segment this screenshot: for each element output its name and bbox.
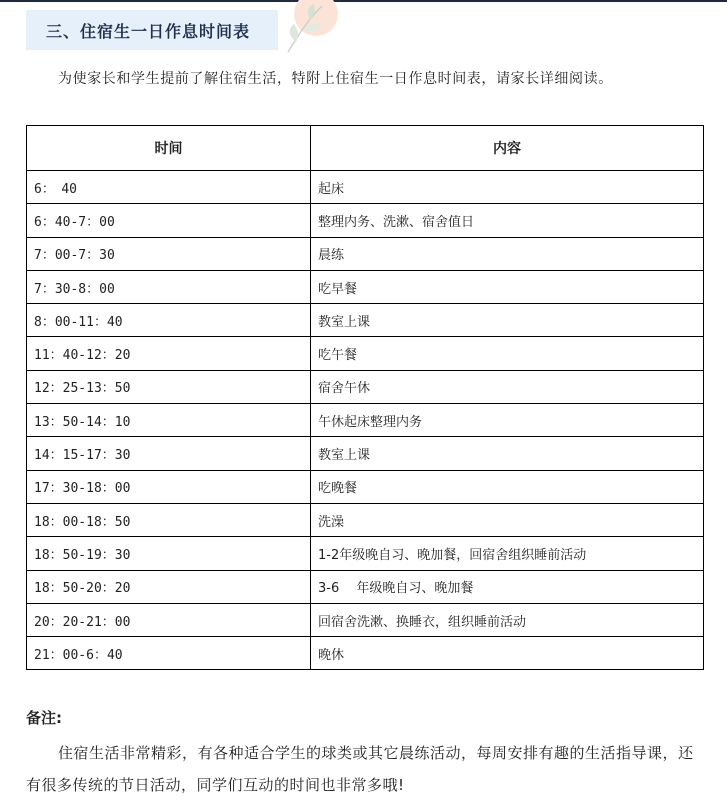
time-cell: 17：30-18：00 xyxy=(27,470,311,503)
content-cell: 回宿舍洗漱、换睡衣，组织睡前活动 xyxy=(311,603,704,636)
table-row xyxy=(27,603,704,636)
schedule-table xyxy=(26,125,704,670)
time-cell: 21：00-6：40 xyxy=(27,637,311,670)
content-cell: 3-6 年级晚自习、晚加餐 xyxy=(311,570,704,603)
section-header xyxy=(26,10,278,50)
section-title: 三、住宿生一日作息时间表 xyxy=(46,21,251,41)
content-cell: 宿舍午休 xyxy=(311,370,704,403)
content-cell: 吃晚餐 xyxy=(311,470,704,503)
content-cell: 吃午餐 xyxy=(311,337,704,370)
time-cell: 6： 40 xyxy=(27,171,311,204)
time-cell: 20：20-21：00 xyxy=(27,603,311,636)
table-row xyxy=(27,570,704,603)
time-cell: 18：50-20：20 xyxy=(27,570,311,603)
leaf-decoration-icon xyxy=(282,0,344,54)
top-divider xyxy=(0,0,727,2)
time-cell: 8：00-11：40 xyxy=(27,304,311,337)
time-cell: 13：50-14：10 xyxy=(27,404,311,437)
time-cell: 18：00-18：50 xyxy=(27,503,311,536)
remark-label: 备注: xyxy=(26,709,62,727)
content-cell: 吃早餐 xyxy=(311,270,704,303)
table-row xyxy=(27,470,704,503)
content-cell: 教室上课 xyxy=(311,304,704,337)
table-row xyxy=(27,503,704,536)
table-row xyxy=(27,437,704,470)
content-cell: 晨练 xyxy=(311,237,704,270)
table-row xyxy=(27,370,704,403)
table-row xyxy=(27,237,704,270)
header-time: 时间 xyxy=(27,126,311,171)
table-row xyxy=(27,270,704,303)
header-content: 内容 xyxy=(311,126,704,171)
time-cell: 7：00-7：30 xyxy=(27,237,311,270)
content-cell: 整理内务、洗漱、宿舍值日 xyxy=(311,204,704,237)
time-cell: 6：40-7：00 xyxy=(27,204,311,237)
table-row xyxy=(27,537,704,570)
time-cell: 7：30-8：00 xyxy=(27,270,311,303)
content-cell: 晚休 xyxy=(311,637,704,670)
content-cell: 午休起床整理内务 xyxy=(311,404,704,437)
content-cell: 洗澡 xyxy=(311,503,704,536)
time-cell: 14：15-17：30 xyxy=(27,437,311,470)
time-cell: 18：50-19：30 xyxy=(27,537,311,570)
time-cell: 11：40-12：20 xyxy=(27,337,311,370)
intro-text: 为使家长和学生提前了解住宿生活，特附上住宿生一日作息时间表，请家长详细阅读。 xyxy=(58,71,613,87)
table-row xyxy=(27,171,704,204)
content-cell: 起床 xyxy=(311,171,704,204)
time-cell: 12：25-13：50 xyxy=(27,370,311,403)
table-header-row xyxy=(27,126,704,171)
content-cell: 1-2年级晚自习、晚加餐，回宿舍组织睡前活动 xyxy=(311,537,704,570)
table-row xyxy=(27,204,704,237)
table-row xyxy=(27,304,704,337)
table-row xyxy=(27,404,704,437)
content-cell: 教室上课 xyxy=(311,437,704,470)
remark-text: 住宿生活非常精彩，有各种适合学生的球类或其它晨练活动，每周安排有趣的生活指导课，还有很多传统的节日活动，同学们互动的时间也非常多哦! xyxy=(26,744,694,794)
table-row xyxy=(27,637,704,670)
table-row xyxy=(27,337,704,370)
